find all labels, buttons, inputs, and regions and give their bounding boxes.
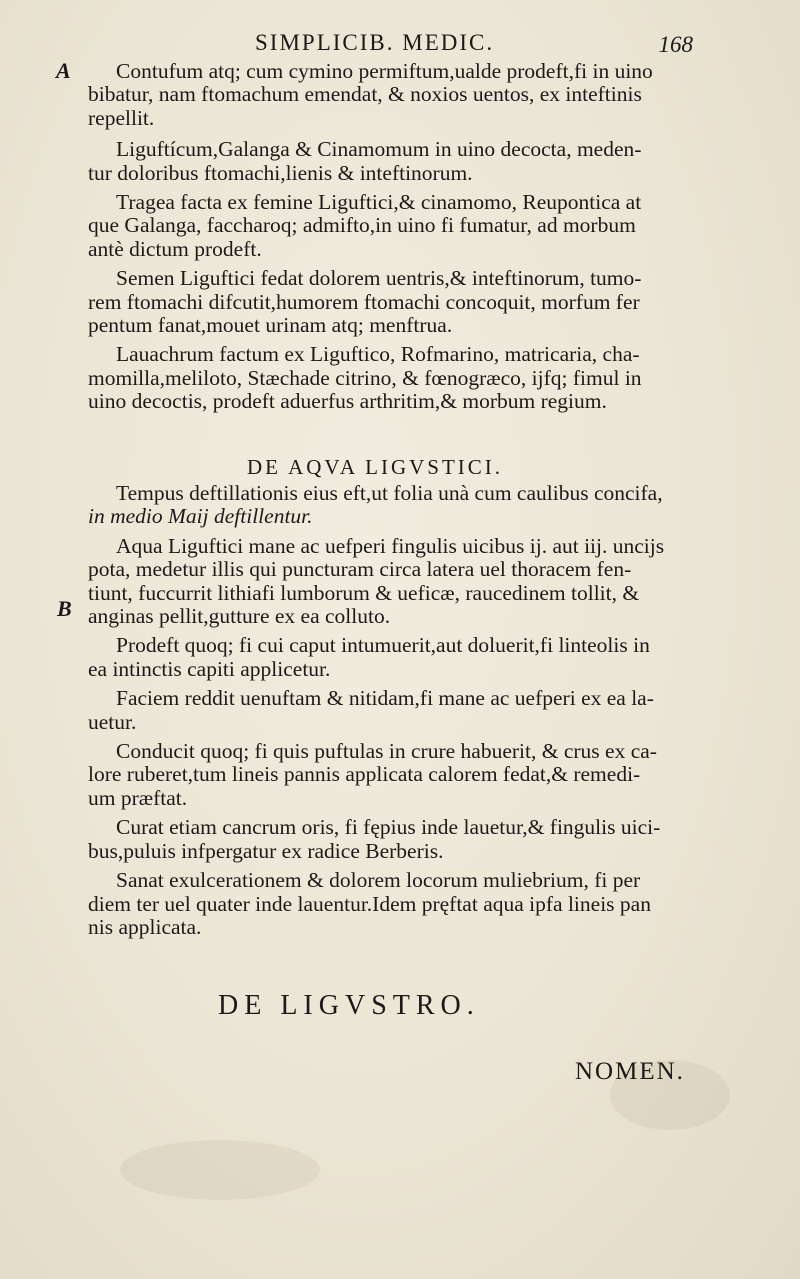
- text-line: Curat etiam cancrum oris, fi fępius inde lauetur,& fingulis uici-: [116, 816, 661, 840]
- paper-stain: [120, 1140, 320, 1200]
- text-line: uino decoctis, prodeft aduerfus arthritim,& morbum regium.: [88, 390, 607, 414]
- text-line: uetur.: [88, 710, 137, 734]
- text-line: momilla,meliloto, Stæchade citrino, & fœnogræco, ijfq; fimul in: [88, 366, 642, 390]
- text-line: Tempus deftillationis eius eft,ut folia unà cum caulibus concifa,: [116, 482, 663, 505]
- text-line: rem ftomachi difcutit,humorem ftomachi concoquit, morfum fer: [88, 290, 640, 314]
- paragraph: [88, 687, 718, 734]
- text-line: Sanat exulcerationem & dolorem locorum muliebrium, fi per: [116, 869, 641, 893]
- text-block-ligusticum: [88, 60, 718, 414]
- paragraph: [88, 816, 718, 863]
- running-head: SIMPLICIB. MEDIC.: [255, 30, 495, 55]
- paragraph: [88, 634, 718, 681]
- text-line: in medio Maij deftillentur.: [88, 505, 313, 529]
- paragraph: [88, 535, 718, 629]
- text-line: um præftat.: [88, 786, 188, 810]
- text-line: lore ruberet,tum lineis pannis applicata calorem fedat,& remedi-: [88, 763, 641, 787]
- paragraph: [88, 191, 718, 261]
- catchword: NOMEN.: [575, 1058, 685, 1085]
- text-line: Aqua Liguftici mane ac uefperi fingulis uicibus ij. aut iij. uncijs: [116, 534, 665, 558]
- paragraph: [88, 60, 718, 130]
- text-line: pentum fanat,mouet urinam atq; menftrua.: [88, 314, 453, 338]
- paragraph: [88, 740, 718, 810]
- text-line: Faciem reddit uenuftam & nitidam,fi mane ac uefperi ex ea la-: [116, 687, 654, 711]
- paragraph: [88, 343, 718, 413]
- text-line: Conducit quoq; fi quis puftulas in crure habuerit, & crus ex ca-: [116, 740, 657, 764]
- text-line: antè dictum prodeft.: [88, 237, 262, 261]
- text-line: diem ter uel quater inde lauentur.Idem pręftat aqua ipfa lineis pan: [88, 892, 651, 916]
- text-line: anginas pellit,gutture ex ea colluto.: [88, 605, 391, 629]
- text-line: Semen Liguftici fedat dolorem uentris,& inteftinorum, tumo-: [116, 267, 642, 291]
- text-block-aqua: [88, 482, 718, 939]
- text-line: tur doloribus ftomachi,lienis & inteftinorum.: [88, 161, 473, 185]
- text-line: nis applicata.: [88, 915, 202, 939]
- margin-letter-b: B: [57, 596, 72, 621]
- paragraph: [88, 482, 718, 529]
- text-line: Tragea facta ex femine Liguftici,& cinamomo, Reupontica at: [116, 191, 642, 215]
- paragraph: [88, 267, 718, 337]
- section-heading-aqua: DE AQVA LIGVSTICI.: [247, 455, 504, 479]
- text-line: Liguftícum,Galanga & Cinamomum in uino decocta, meden-: [116, 138, 642, 162]
- page-header: [255, 26, 695, 60]
- margin-letter-a: A: [56, 58, 71, 83]
- text-line: tiunt, fuccurrit lithiafi lumborum & ueficæ, raucedinem tollit, &: [88, 581, 640, 605]
- section-heading-ligustro: DE LIGVSTRO.: [218, 990, 480, 1021]
- text-line: Lauachrum factum ex Liguftico, Rofmarino, matricaria, cha-: [116, 343, 640, 367]
- text-line: pota, medetur illis qui puncturam circa latera uel thoracem fen-: [88, 558, 632, 582]
- page-number: 168: [658, 32, 693, 57]
- paragraph: [88, 869, 718, 939]
- text-line: bus,puluis infpergatur ex radice Berberis.: [88, 839, 444, 863]
- text-line: bibatur, nam ftomachum emendat, & noxios uentos, ex inteftinis: [88, 83, 642, 107]
- text-line: ea intinctis capiti applicetur.: [88, 657, 331, 681]
- paragraph: [88, 138, 718, 185]
- text-line: Prodeft quoq; fi cui caput intumuerit,aut doluerit,fi linteolis in: [116, 634, 650, 658]
- text-line: que Galanga, faccharoq; admifto,in uino fi fumatur, ad morbum: [88, 214, 636, 238]
- text-line: Contufum atq; cum cymino permiftum,ualde prodeft,fi in uino: [116, 60, 653, 83]
- text-line: repellit.: [88, 106, 155, 130]
